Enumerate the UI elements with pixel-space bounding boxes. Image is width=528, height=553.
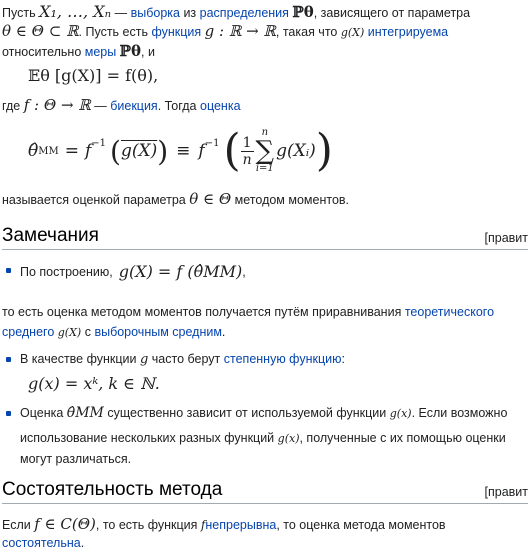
paragraph-theoretical-line-2 (2, 325, 225, 339)
equation-estimator: θ̂ MM = f −1 ( g(X) ) ≡ f −1 ( $\frac{1}{n}$ n ∑ i=1 g(Xᵢ) ) (28, 125, 333, 176)
text: с (84, 325, 91, 339)
link-continuous[interactable]: непрерывна (205, 518, 277, 532)
math-f-map: f : Θ → ℝ (23, 96, 91, 114)
link-distribution[interactable]: распределения (199, 6, 289, 20)
link-function[interactable]: функция (151, 25, 202, 39)
equiv-sign: ≡ (176, 141, 191, 161)
text: могут различаться. (20, 452, 132, 466)
paragraph-consistency-line-1 (2, 515, 446, 533)
paragraph-bijection (2, 96, 241, 114)
bullet-power-function (20, 352, 345, 367)
text: из (183, 6, 197, 20)
inverse-superscript: −1 (204, 137, 220, 149)
text: называется оценкой параметра (2, 193, 186, 207)
link-integrable[interactable]: интегрируема (367, 25, 449, 39)
text: — (94, 99, 107, 113)
link-power-function[interactable]: степенную функцию (223, 352, 342, 366)
math-g-map: g : ℝ → ℝ (204, 22, 276, 40)
math-sample: X₁, …, Xₙ (39, 2, 112, 21)
section-heading-remarks (2, 225, 528, 250)
text: , то есть функция (95, 518, 198, 532)
intro-line-3 (2, 42, 155, 60)
link-measure[interactable]: меры (84, 45, 117, 59)
math-prob-measure: ℙθ (119, 42, 142, 60)
intro-line-2 (2, 22, 448, 40)
bullet-depends-line-3 (20, 452, 131, 466)
math-theta: θ ∈ Θ (189, 190, 232, 208)
link-estimator[interactable]: оценка (200, 99, 241, 113)
bullet-marker (6, 268, 11, 273)
link-consistent[interactable]: состоятельна (2, 536, 81, 550)
math-construction: g(X) = f (θ̂MM) (118, 262, 243, 281)
equals-sign: = (64, 141, 79, 161)
text: . Если возможно (411, 406, 508, 420)
math-gx: g(x) (277, 432, 300, 445)
f-symbol: f (198, 141, 205, 161)
math-gX: g(X) (57, 326, 82, 339)
link-theoretical[interactable]: теоретического (404, 305, 495, 319)
equation-power: g(x) = xᵏ, k ∈ ℕ. (28, 374, 160, 393)
math-g: g (139, 352, 149, 367)
text: . Пусть есть (78, 25, 148, 39)
section-heading-consistency (2, 479, 528, 504)
text: — (114, 6, 128, 20)
text: В качестве функции (20, 352, 137, 366)
text: , зависящего от параметра (313, 6, 471, 20)
bullet-marker (6, 357, 11, 362)
text: существенно зависит от используемой функции (107, 406, 387, 420)
text: , полученные с их помощью оценки (299, 431, 506, 445)
text: методом моментов. (234, 193, 350, 207)
text: . Тогда (157, 99, 197, 113)
link-mean[interactable]: среднего (2, 325, 55, 339)
text: относительно (2, 45, 82, 59)
fraction-1-over-n: $\frac{1}{n}$ (242, 134, 252, 168)
paragraph-called (2, 190, 349, 208)
text: то есть оценка методом моментов получается путём приравнивания (2, 305, 402, 319)
text: часто берут (151, 352, 221, 366)
text: использование нескольких разных функций (20, 431, 275, 445)
subscript-mm: MM (38, 145, 59, 157)
link-sample-mean[interactable]: выборочным средним (94, 325, 222, 339)
edit-section-link[interactable]: [правит (484, 231, 528, 245)
heading-text: Замечания (2, 225, 99, 246)
text: , и (141, 45, 155, 59)
summand: g(Xᵢ) (276, 141, 316, 161)
text: , такая что (275, 25, 338, 39)
inverse-superscript: −1 (91, 137, 107, 149)
math-gX: g(X) (340, 26, 365, 39)
text: где (2, 99, 21, 113)
text: , то оценка метода моментов (276, 518, 446, 532)
intro-line-1 (2, 2, 470, 21)
theta-hat: θ̂ (28, 141, 39, 161)
math-theta: θ ∈ Θ ⊂ ℝ (2, 22, 79, 40)
bullet-depends-line-2 (20, 431, 506, 445)
link-bijection[interactable]: биекция (110, 99, 158, 113)
math-theta-hat: θ̂MM (66, 405, 104, 421)
text: Пусть (2, 6, 36, 20)
text: , (242, 264, 246, 279)
text: . (221, 325, 226, 339)
equation-expectation: 𝔼θ [g(X)] = f(θ), (28, 66, 159, 85)
heading-text: Состоятельность метода (2, 479, 223, 500)
text: Если (2, 518, 31, 532)
math-f: f (200, 518, 206, 532)
text: . (80, 536, 85, 550)
sum-operator: n ∑ i=1 (255, 127, 275, 174)
bullet-depends-line-1 (20, 405, 507, 421)
math-prob-measure: ℙθ (292, 3, 314, 21)
math-continuity: f ∈ C(Θ) (34, 515, 96, 533)
text: Оценка (20, 406, 64, 420)
paragraph-consistency-line-2 (2, 536, 84, 550)
text: : (341, 352, 345, 366)
sample-mean-bar: g(X) (120, 141, 158, 161)
link-sample[interactable]: выборка (130, 6, 180, 20)
math-gx: g(x) (389, 407, 412, 420)
bullet-marker (6, 411, 11, 416)
text: По построению, (20, 264, 113, 279)
paragraph-theoretical-line-1 (2, 305, 494, 319)
bullet-construction (20, 262, 246, 281)
f-symbol: f (84, 141, 92, 161)
edit-section-link[interactable]: [правит (484, 485, 528, 499)
